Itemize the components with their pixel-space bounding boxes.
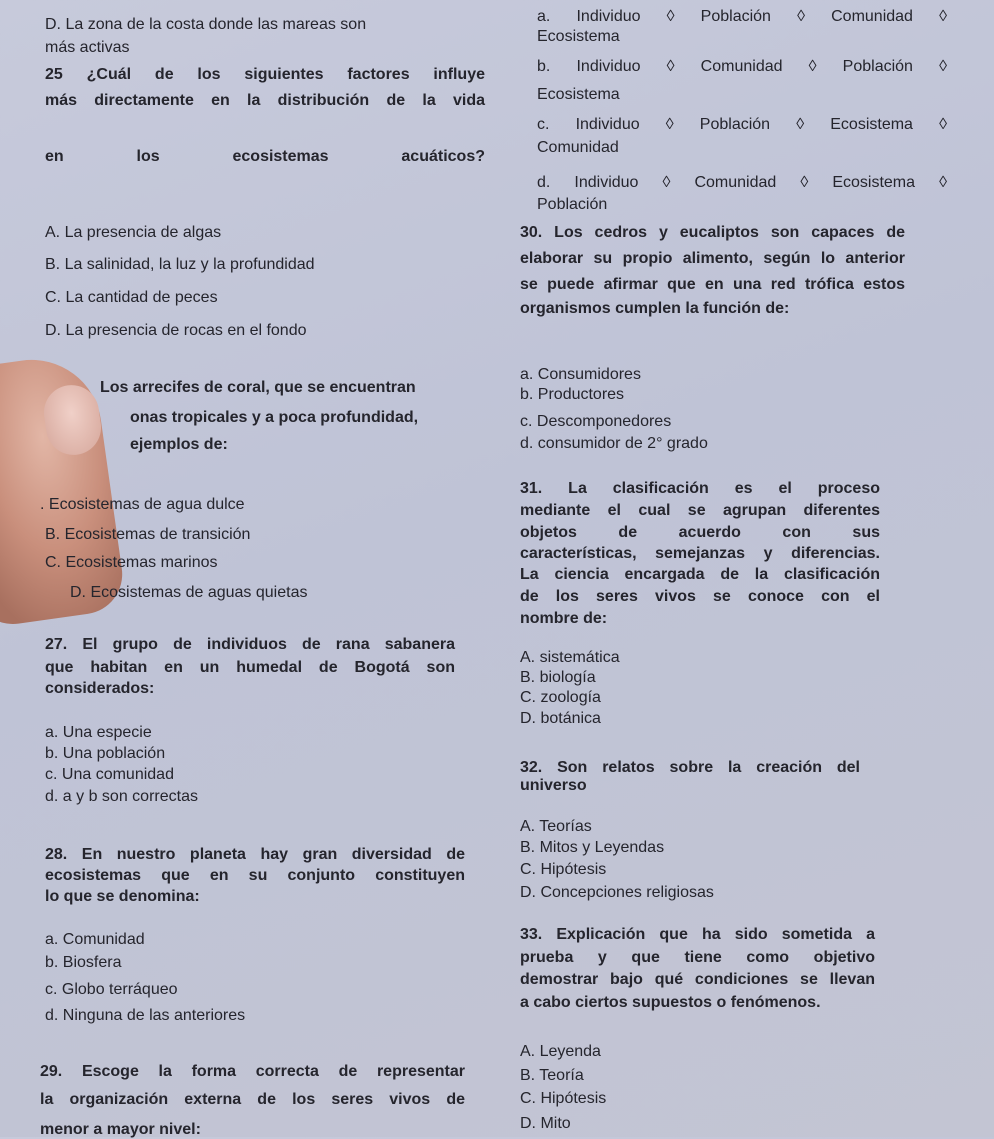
q31-question-line: características, semejanzas y diferencias. <box>520 545 880 562</box>
q24-option-d-line: más activas <box>45 39 130 56</box>
q27-option-d-line: d. a y b son correctas <box>45 788 198 805</box>
q28-option-d-line: d. Ninguna de las anteriores <box>45 1007 246 1024</box>
q27-option-a-line: a. Una especie <box>45 724 152 741</box>
q32-question-line: 32. Son relatos sobre la creación del <box>520 759 860 776</box>
q31-question-line: nombre de: <box>520 610 608 627</box>
q32-option-a-line: A. Teorías <box>520 818 592 835</box>
q31-option-a-line: A. sistemática <box>520 649 620 666</box>
q28-option-a-line: a. Comunidad <box>45 931 145 948</box>
q29-option-c-line: Comunidad <box>537 139 619 156</box>
q31-option-d-line: D. botánica <box>520 710 601 727</box>
q24-option-d-line: D. La zona de la costa donde las mareas son <box>45 16 367 33</box>
q28-question-line: lo que se denomina: <box>45 888 200 905</box>
q29-question-line: la organización externa de los seres vivos de <box>40 1091 465 1108</box>
q33-option-c-line: C. Hipótesis <box>520 1090 607 1107</box>
q33-option-a-line: A. Leyenda <box>520 1043 601 1060</box>
q25-option-d-line: D. La presencia de rocas en el fondo <box>45 322 307 339</box>
q31-question-line: mediante el cual se agrupan diferentes <box>520 502 880 519</box>
q30-option-d-line: d. consumidor de 2° grado <box>520 435 708 452</box>
q26-option-c-line: C. Ecosistemas marinos <box>45 554 218 571</box>
q33-question-line: prueba y que tiene como objetivo <box>520 949 875 966</box>
q29-question-line: 29. Escoge la forma correcta de representar <box>40 1063 465 1080</box>
q30-option-c-line: c. Descomponedores <box>520 413 672 430</box>
q32-option-d-line: D. Concepciones religiosas <box>520 884 714 901</box>
q29-option-c-line: c. Individuo ◊ Población ◊ Ecosistema ◊ <box>537 116 947 133</box>
q27-question-line: 27. El grupo de individuos de rana sabanera <box>45 636 455 653</box>
q25-question-line: en los ecosistemas acuáticos? <box>45 148 485 165</box>
q28-question-line: 28. En nuestro planeta hay gran diversidad de <box>45 846 465 863</box>
q29-option-a-line: a. Individuo ◊ Población ◊ Comunidad ◊ <box>537 8 947 25</box>
q29-option-d-line: d. Individuo ◊ Comunidad ◊ Ecosistema ◊ <box>537 174 947 191</box>
q25-option-b-line: B. La salinidad, la luz y la profundidad <box>45 256 315 273</box>
q32-question-line: universo <box>520 777 587 794</box>
q28-option-b-line: b. Biosfera <box>45 954 122 971</box>
q29-question-line: menor a mayor nivel: <box>40 1121 201 1138</box>
q28-question-line: ecosistemas que en su conjunto constituyen <box>45 867 465 884</box>
q32-option-c-line: C. Hipótesis <box>520 861 607 878</box>
q30-option-b-line: b. Productores <box>520 386 625 403</box>
q29-option-d-line: Población <box>537 196 608 213</box>
q26-option-d-line: D. Ecosistemas de aguas quietas <box>70 584 308 601</box>
q27-question-line: que habitan en un humedal de Bogotá son <box>45 659 455 676</box>
q29-option-b-line: b. Individuo ◊ Comunidad ◊ Población ◊ <box>537 58 947 75</box>
q25-question-line: 25 ¿Cuál de los siguientes factores influye <box>45 66 485 83</box>
q31-option-b-line: B. biología <box>520 669 596 686</box>
q26-option-a-line: . Ecosistemas de agua dulce <box>40 496 245 513</box>
q31-question-line: objetos de acuerdo con sus <box>520 524 880 541</box>
q25-option-a-line: A. La presencia de algas <box>45 224 222 241</box>
q31-question-line: de los seres vivos se conoce con el <box>520 588 880 605</box>
q26-question-line: onas tropicales y a poca profundidad, <box>130 409 419 426</box>
q25-question-line: más directamente en la distribución de la vida <box>45 92 485 109</box>
q30-question-line: 30. Los cedros y eucaliptos son capaces de <box>520 224 905 241</box>
q32-option-b-line: B. Mitos y Leyendas <box>520 839 665 856</box>
q33-question-line: demostrar bajo qué condiciones se llevan <box>520 971 875 988</box>
q27-option-b-line: b. Una población <box>45 745 166 762</box>
q31-question-line: La ciencia encargada de la clasificación <box>520 566 880 583</box>
q33-question-line: 33. Explicación que ha sido sometida a <box>520 926 875 943</box>
q33-option-b-line: B. Teoría <box>520 1067 584 1084</box>
q31-option-c-line: C. zoología <box>520 689 601 706</box>
q31-question-line: 31. La clasificación es el proceso <box>520 480 880 497</box>
q30-question-line: se puede afirmar que en una red trófica estos <box>520 276 905 293</box>
q27-option-c-line: c. Una comunidad <box>45 766 174 783</box>
q30-question-line: organismos cumplen la función de: <box>520 300 790 317</box>
q25-option-c-line: C. La cantidad de peces <box>45 289 218 306</box>
q29-option-b-line: Ecosistema <box>537 86 620 103</box>
q30-question-line: elaborar su propio alimento, según lo anterior <box>520 250 905 267</box>
q28-option-c-line: c. Globo terráqueo <box>45 981 178 998</box>
q26-question-line: Los arrecifes de coral, que se encuentran <box>100 379 416 396</box>
q26-option-b-line: B. Ecosistemas de transición <box>45 526 251 543</box>
q33-question-line: a cabo ciertos supuestos o fenómenos. <box>520 994 821 1011</box>
q33-option-d-line: D. Mito <box>520 1115 571 1132</box>
q30-option-a-line: a. Consumidores <box>520 366 641 383</box>
q26-question-line: ejemplos de: <box>130 436 228 453</box>
q29-option-a-line: Ecosistema <box>537 28 620 45</box>
q27-question-line: considerados: <box>45 680 155 697</box>
